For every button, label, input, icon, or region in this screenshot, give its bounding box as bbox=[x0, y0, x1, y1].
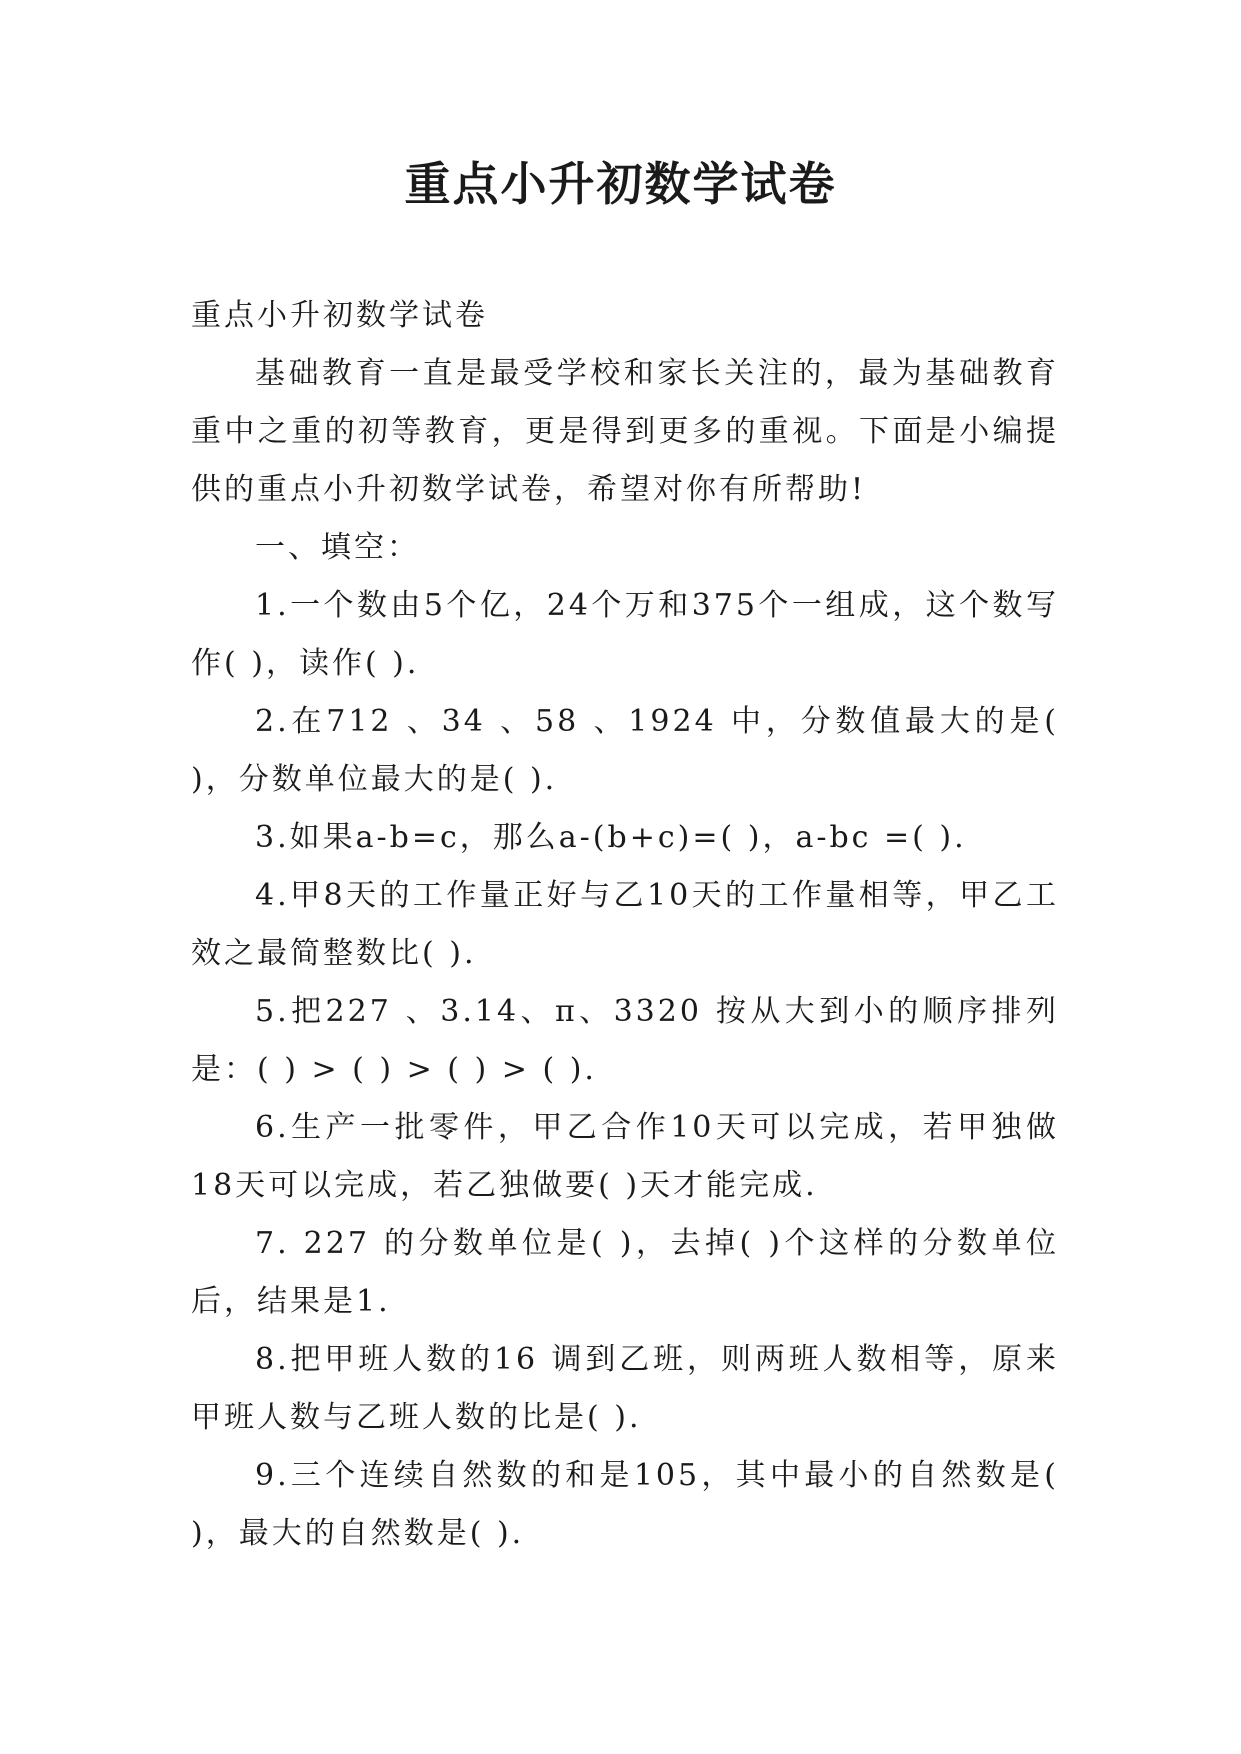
question-9: 9.三个连续自然数的和是105，其中最小的自然数是( )，最大的自然数是( ). bbox=[191, 1458, 1059, 1551]
question-8: 8.把甲班人数的16 调到乙班，则两班人数相等，原来甲班人数与乙班人数的比是( ). bbox=[191, 1342, 1059, 1435]
intro-paragraph: 基础教育一直是最受学校和家长关注的，最为基础教育重中之重的初等教育，更是得到更多的重视。下面是小编提供的重点小升初数学试卷，希望对你有所帮助! bbox=[191, 356, 1059, 507]
question-4: 4.甲8天的工作量正好与乙10天的工作量相等，甲乙工效之最简整数比( ). bbox=[191, 878, 1059, 971]
document-subtitle: 重点小升初数学试卷 bbox=[191, 298, 488, 333]
question-1: 1.一个数由5个亿，24个万和375个一组成，这个数写作( )，读作( ). bbox=[191, 588, 1059, 681]
question-2: 2.在712 、34 、58 、1924 中，分数值最大的是( )，分数单位最大的是( ). bbox=[191, 704, 1059, 797]
document-title: 重点小升初数学试卷 bbox=[404, 157, 837, 211]
question-6: 6.生产一批零件，甲乙合作10天可以完成，若甲独做18天可以完成，若乙独做要( )天才能完成. bbox=[191, 1110, 1059, 1203]
section-heading: 一、填空： bbox=[255, 530, 420, 565]
question-7: 7. 227 的分数单位是( )，去掉( )个这样的分数单位后，结果是1. bbox=[191, 1226, 1059, 1319]
document-body bbox=[191, 287, 1059, 1563]
question-3: 3.如果a-b=c，那么a-(b+c)=( )，a-bc =( ). bbox=[255, 820, 967, 855]
question-5: 5.把227 、3.14、π、3320 按从大到小的顺序排列是：( ) > ( ) > ( ) > ( ). bbox=[191, 994, 1059, 1087]
